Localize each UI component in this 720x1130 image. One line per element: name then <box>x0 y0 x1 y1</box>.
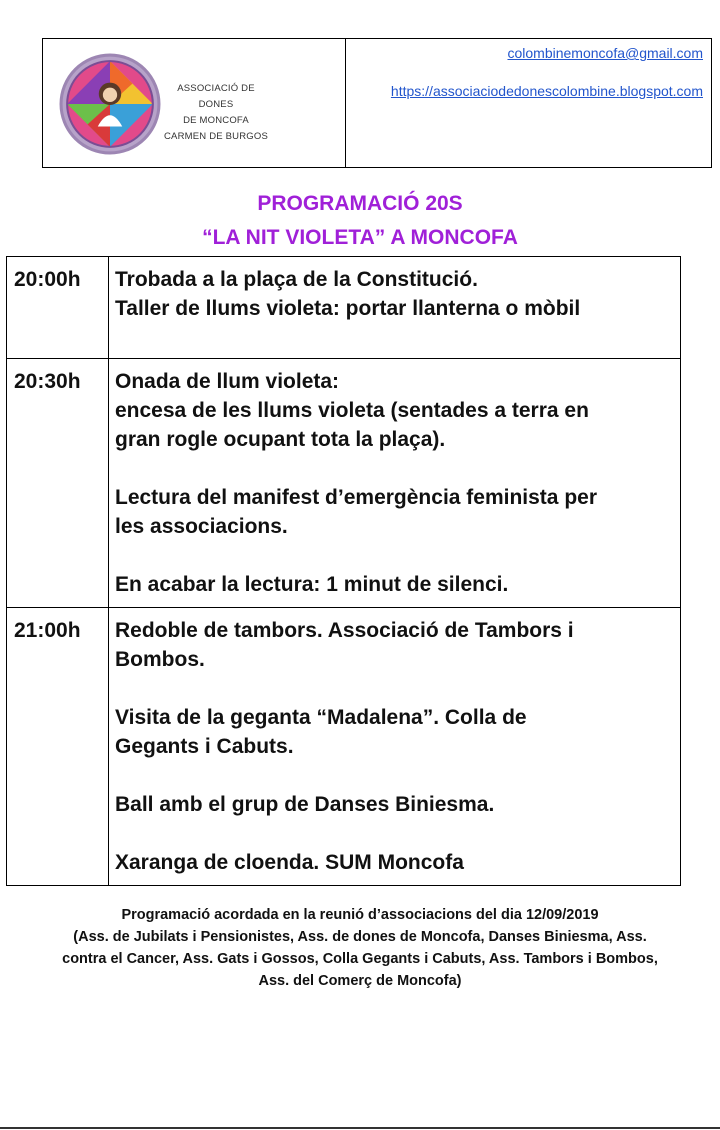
description-line: Redoble de tambors. Associació de Tambors i <box>115 619 574 642</box>
schedule-row <box>7 608 681 886</box>
email-link[interactable]: colombinemoncofa@gmail.com <box>507 45 703 61</box>
association-logo <box>59 53 161 155</box>
footer-line: (Ass. de Jubilats i Pensionistes, Ass. de dones de Moncofa, Danses Biniesma, Ass. <box>73 929 647 945</box>
header-contact-cell <box>346 39 711 167</box>
header-box <box>42 38 712 168</box>
header-logo-cell <box>43 39 346 167</box>
program-subtitle: “LA NIT VIOLETA” A MONCOFA <box>202 226 518 249</box>
description-line: les associacions. <box>115 515 288 538</box>
description-line: Trobada a la plaça de la Constitució. <box>115 268 478 291</box>
description-line: En acabar la lectura: 1 minut de silenci. <box>115 573 509 596</box>
program-title: PROGRAMACIÓ 20S <box>257 192 463 215</box>
description-line: Ball amb el grup de Danses Biniesma. <box>115 793 495 816</box>
description-line: Taller de llums violeta: portar llanterna o mòbil <box>115 297 581 320</box>
schedule-description <box>109 257 681 359</box>
footer-line: Ass. del Comerç de Moncofa) <box>258 973 462 989</box>
bottom-divider <box>0 1127 720 1129</box>
org-line: CARMEN DE BURGOS <box>163 131 269 142</box>
description-line: Lectura del manifest d’emergència feminista per <box>115 486 597 509</box>
org-line: ASSOCIACIÓ DE DONES <box>177 83 255 110</box>
description-line: Onada de llum violeta: <box>115 370 340 393</box>
description-line: Bombos. <box>115 648 205 671</box>
organization-name <box>161 81 271 145</box>
footer-line: Programació acordada en la reunió d’associacions del dia 12/09/2019 <box>121 907 599 923</box>
description-line: Visita de la geganta “Madalena”. Colla de <box>115 706 527 729</box>
schedule-row <box>7 359 681 608</box>
footer-line: contra el Cancer, Ass. Gats i Gossos, Colla Gegants i Cabuts, Ass. Tambors i Bombos, <box>62 951 658 967</box>
schedule-row <box>7 257 681 359</box>
description-line: gran rogle ocupant tota la plaça). <box>115 428 446 451</box>
footer-note <box>0 904 720 992</box>
description-line: Gegants i Cabuts. <box>115 735 294 758</box>
schedule-table <box>6 256 681 886</box>
blog-link[interactable]: https://associaciodedonescolombine.blogspot.com <box>390 83 703 99</box>
schedule-time: 21:00h <box>7 608 109 886</box>
description-line: encesa de les llums violeta (sentades a terra en <box>115 399 589 422</box>
schedule-time: 20:00h <box>7 257 109 359</box>
org-line: DE MONCOFA <box>183 115 249 126</box>
description-line: Xaranga de cloenda. SUM Moncofa <box>115 851 464 874</box>
schedule-description <box>109 608 681 886</box>
schedule-time: 20:30h <box>7 359 109 608</box>
schedule-description <box>109 359 681 608</box>
